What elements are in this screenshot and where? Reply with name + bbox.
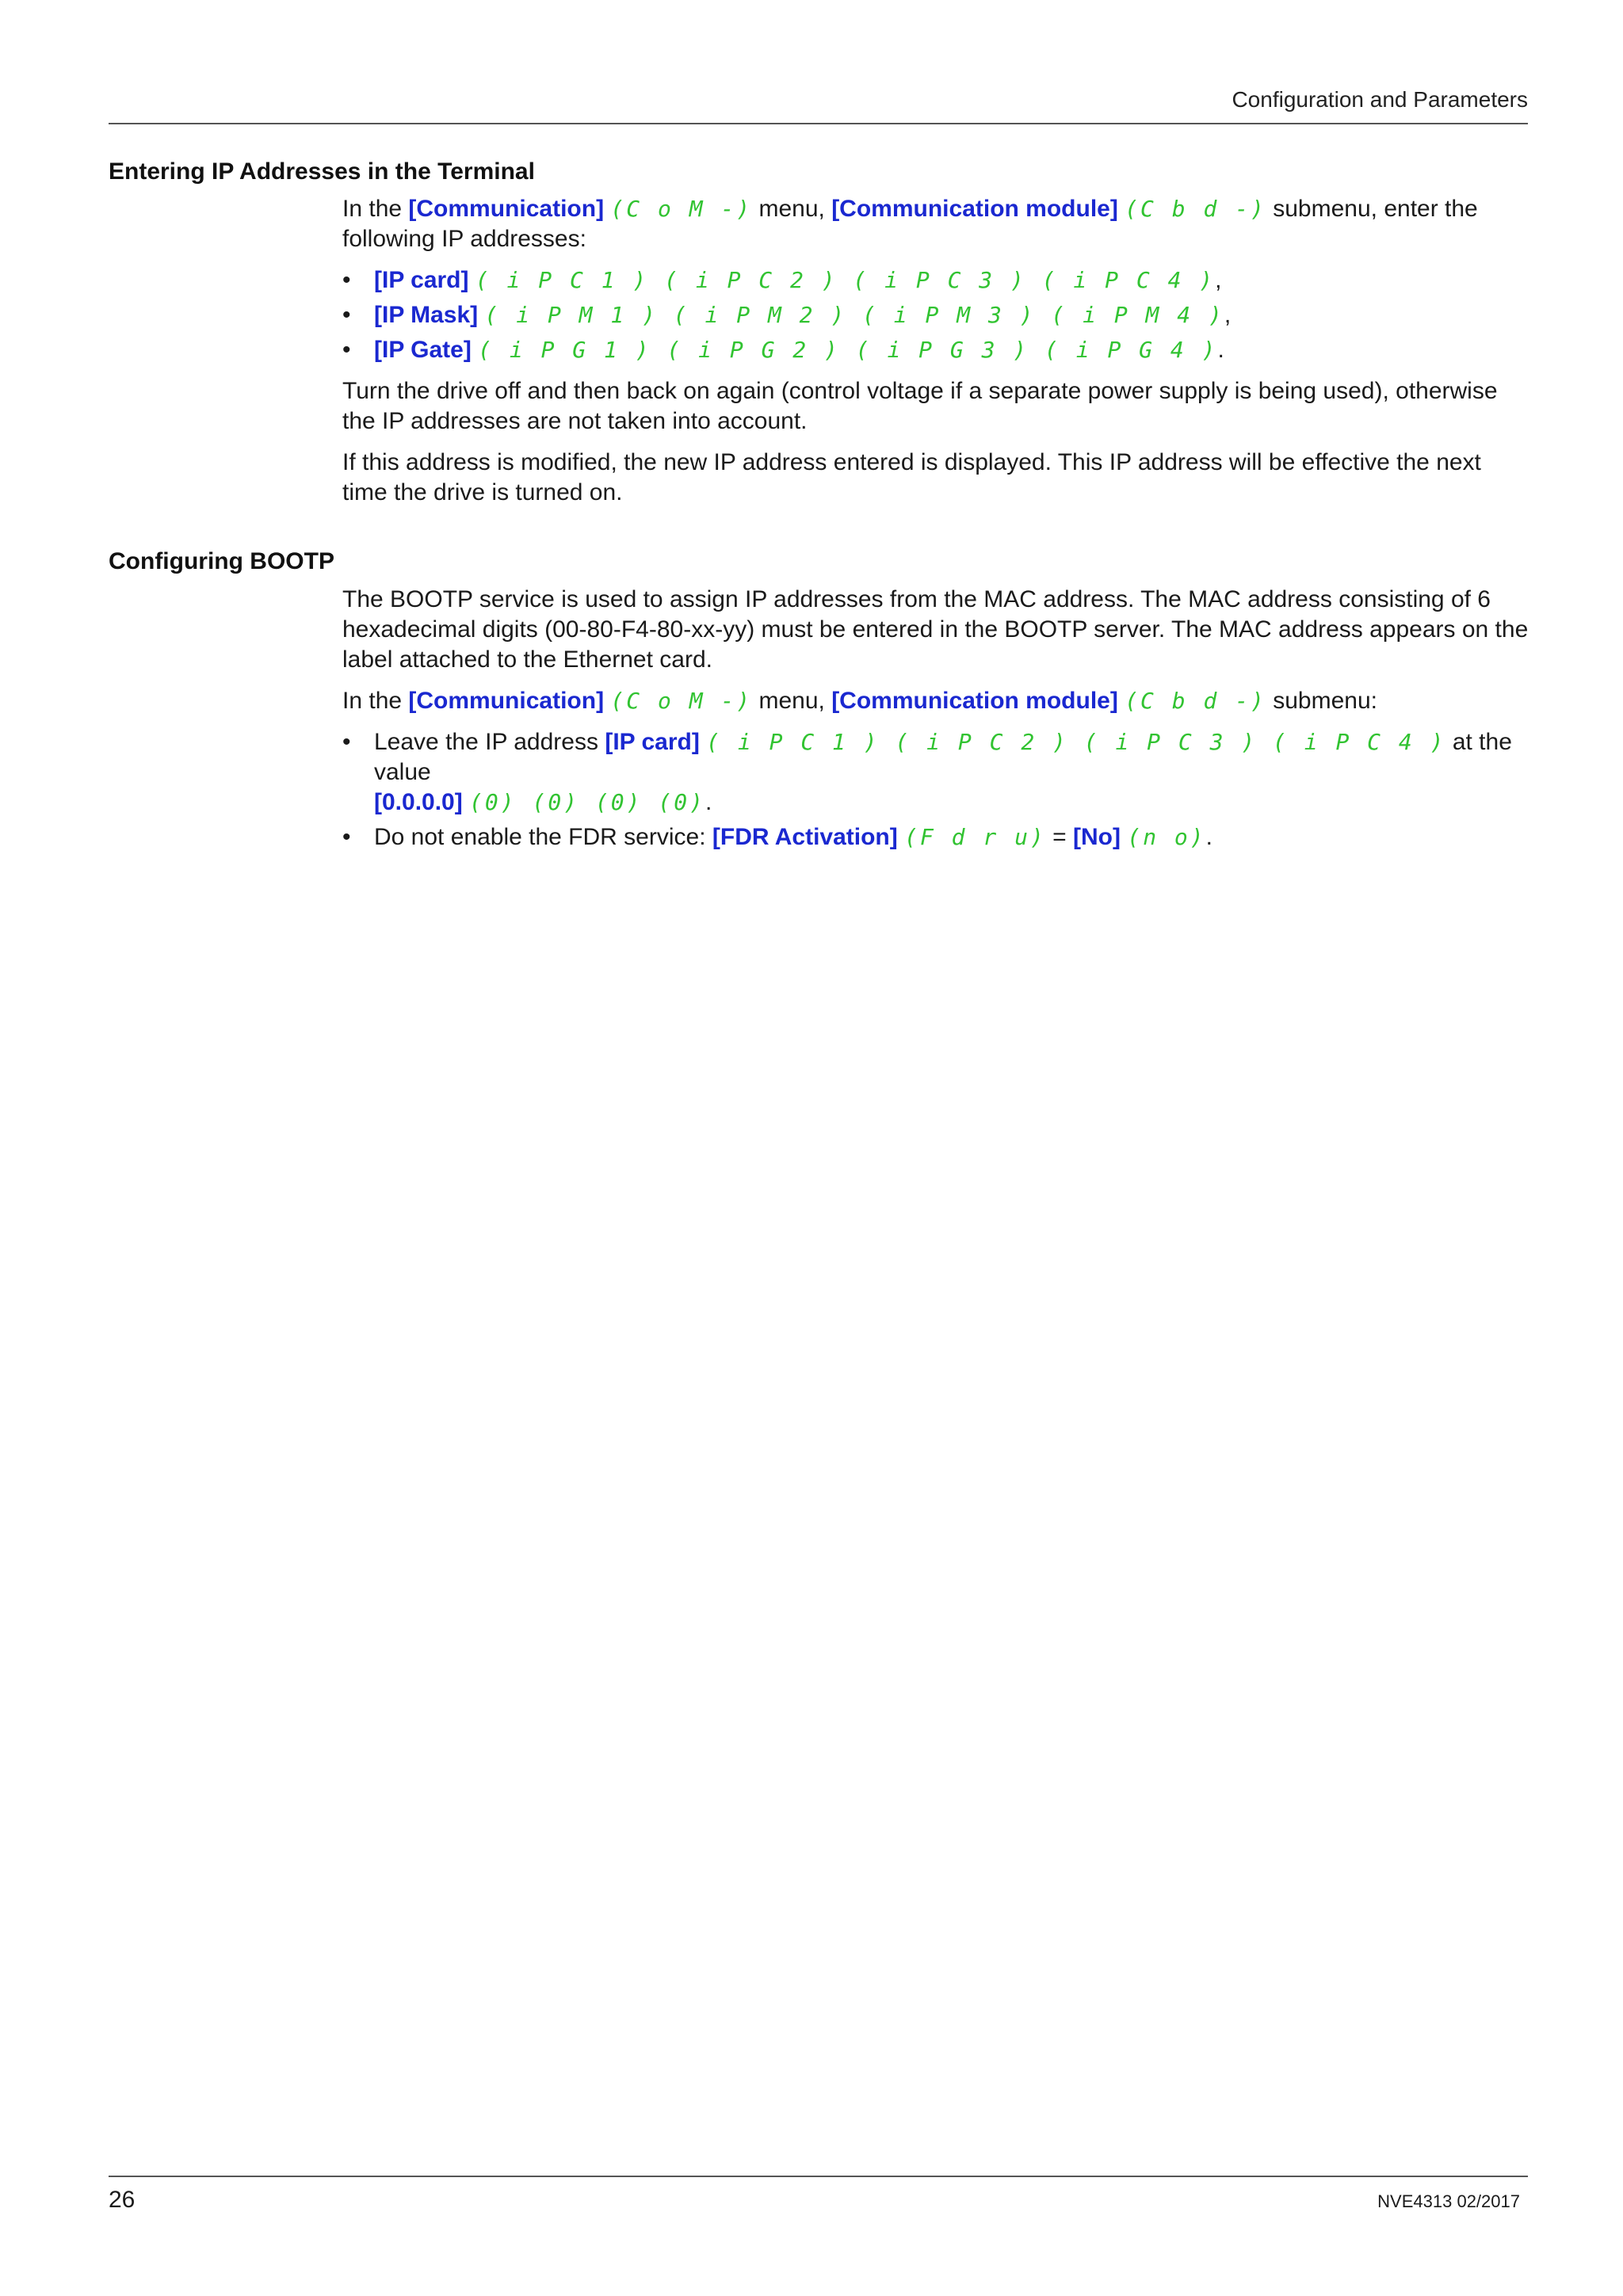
- bullet-icon: •: [342, 267, 351, 293]
- list-item: [342, 300, 1531, 330]
- list-item: [342, 727, 1531, 818]
- param-ip-card: [IP card]: [605, 729, 700, 755]
- intro-paragraph: [342, 686, 1531, 716]
- param-fdr-activation: [FDR Activation]: [712, 824, 898, 850]
- menu-communication: [Communication]: [408, 196, 605, 222]
- code-com: (C o M -): [610, 196, 753, 222]
- text-run: In the: [342, 688, 409, 714]
- footer-rule: [109, 2176, 1528, 2177]
- param-ip-card: [IP card]: [374, 267, 469, 293]
- paragraph: The BOOTP service is used to assign IP addresses from the MAC address. The MAC address consisting of 6 hexadecimal digits (00-80-F4-80-xx-yy) must be entered in the BOOTP server. The MAC address appears on the label attached to the Ethernet card.: [342, 586, 1529, 673]
- list-item: [342, 335, 1531, 365]
- code-com: (C o M -): [610, 688, 753, 714]
- bullet-icon: •: [342, 302, 351, 328]
- text-run: .: [1217, 337, 1224, 363]
- code-ipc: ( i P C 1 ) ( i P C 2 ) ( i P C 3 ) ( i P C 4 ): [706, 729, 1446, 755]
- text-run: .: [1205, 824, 1212, 850]
- document-reference: NVE4313 02/2017: [1377, 2191, 1520, 2211]
- text-run: ,: [1215, 267, 1222, 293]
- text-run: submenu, enter the following IP addresses:: [342, 196, 1478, 252]
- section-heading-ip-terminal: Entering IP Addresses in the Terminal: [109, 158, 535, 185]
- bullet-icon: •: [342, 824, 351, 850]
- code-no: (n o): [1127, 824, 1206, 850]
- param-ip-gate: [IP Gate]: [374, 337, 472, 363]
- text-run: ,: [1224, 302, 1232, 328]
- section-heading-bootp: Configuring BOOTP: [109, 548, 334, 574]
- code-ipm: ( i P M 1 ) ( i P M 2 ) ( i P M 3 ) ( i P M 4 ): [484, 302, 1224, 328]
- paragraph: Turn the drive off and then back on again (control voltage if a separate power supply is being used), otherwise the IP addresses are not taken into account.: [342, 378, 1498, 434]
- ip-address-list: [342, 265, 1531, 365]
- param-ip-mask: [IP Mask]: [374, 302, 479, 328]
- text-run: menu,: [752, 196, 832, 222]
- text-run: .: [705, 789, 712, 815]
- text-run: menu,: [752, 688, 832, 714]
- code-cbd: (C b d -): [1125, 196, 1266, 222]
- code-cbd: (C b d -): [1125, 688, 1266, 714]
- section-body-bootp: [342, 585, 1531, 864]
- code-ipg: ( i P G 1 ) ( i P G 2 ) ( i P G 3 ) ( i P G 4 ): [478, 337, 1218, 363]
- list-item: [342, 265, 1531, 296]
- submenu-communication-module: [Communication module]: [831, 688, 1118, 714]
- page-number: 26: [109, 2187, 136, 2213]
- text-run: Leave the IP address: [374, 729, 605, 755]
- text-run: at the value: [374, 729, 1512, 785]
- text-run: In the: [342, 196, 409, 222]
- bullet-icon: •: [342, 337, 351, 363]
- value-no: [No]: [1073, 824, 1121, 850]
- paragraph: If this address is modified, the new IP address entered is displayed. This IP address will be effective the next time the drive is turned on.: [342, 449, 1481, 505]
- bootp-steps-list: [342, 727, 1531, 852]
- menu-communication: [Communication]: [408, 688, 605, 714]
- text-run: Do not enable the FDR service:: [374, 824, 712, 850]
- value-zero-ip: [0.0.0.0]: [374, 789, 463, 815]
- code-zero: (0) (0) (0) (0): [469, 789, 705, 815]
- submenu-communication-module: [Communication module]: [831, 196, 1118, 222]
- running-header: Configuration and Parameters: [1232, 87, 1528, 112]
- header-rule: [109, 123, 1528, 124]
- bullet-icon: •: [342, 729, 351, 755]
- text-run: submenu:: [1266, 688, 1377, 714]
- text-run: =: [1045, 824, 1074, 850]
- code-fdru: (F d r u): [904, 824, 1046, 850]
- code-ipc: ( i P C 1 ) ( i P C 2 ) ( i P C 3 ) ( i P C 4 ): [475, 267, 1216, 293]
- section-body-ip-terminal: [342, 194, 1531, 519]
- list-item: [342, 822, 1531, 852]
- intro-paragraph: [342, 194, 1531, 254]
